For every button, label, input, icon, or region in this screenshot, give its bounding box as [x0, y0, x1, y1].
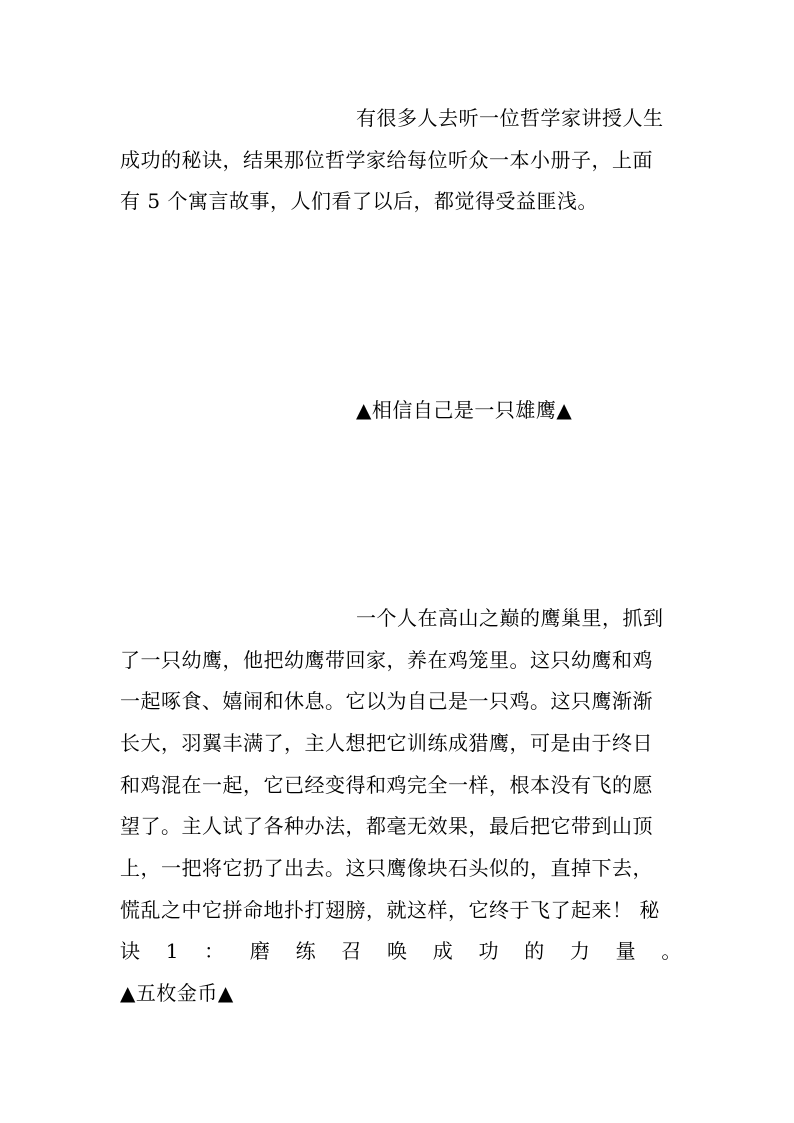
- intro-line-2: 成功的秘诀，结果那位哲学家给每位听众一本小册子，上面: [120, 148, 653, 172]
- secret-1-line: [120, 937, 682, 965]
- secret-char: 1: [165, 939, 179, 963]
- secret-char: 。: [661, 939, 682, 963]
- story-line-8: 慌乱之中它拼命地扑打翅膀，就这样，它终于飞了起来！ 秘: [120, 898, 660, 922]
- intro-line-1: 有很多人去听一位哲学家讲授人生: [356, 106, 664, 130]
- story-line-7: 上，一把将它扔了出去。这只鹰像块石头似的，直掉下去，: [120, 856, 653, 880]
- secret-char: 的: [524, 939, 545, 963]
- story-line-6: 望了。主人试了各种办法，都毫无效果，最后把它带到山顶: [120, 814, 653, 838]
- story-line-4: 长大，羽翼丰满了，主人想把它训练成猎鹰，可是由于终日: [120, 731, 653, 755]
- section-heading-gold-coins: ▲五枚金币▲: [120, 981, 234, 1005]
- story-line-1: 一个人在高山之巅的鹰巢里，抓到: [356, 606, 664, 630]
- secret-char: 召: [341, 939, 362, 963]
- secret-char: 力: [569, 939, 591, 963]
- secret-char: 功: [478, 939, 499, 963]
- secret-char: ：: [204, 939, 225, 963]
- section-heading-eagle: ▲相信自己是一只雄鹰▲: [356, 398, 573, 422]
- secret-char: 量: [615, 939, 637, 963]
- intro-line-3: 有 5 个寓言故事，人们看了以后，都觉得受益匪浅。: [120, 189, 598, 213]
- secret-char: 诀: [120, 939, 141, 963]
- story-line-5: 和鸡混在一起，它已经变得和鸡完全一样，根本没有飞的愿: [120, 773, 653, 797]
- story-line-2: 了一只幼鹰，他把幼鹰带回家，养在鸡笼里。这只幼鹰和鸡: [120, 648, 653, 672]
- secret-char: 唤: [387, 939, 408, 963]
- story-line-3: 一起啄食、嬉闹和休息。它以为自己是一只鸡。这只鹰渐渐: [120, 689, 653, 713]
- secret-char: 练: [295, 939, 317, 963]
- secret-char: 成: [432, 939, 454, 963]
- secret-char: 磨: [249, 939, 271, 963]
